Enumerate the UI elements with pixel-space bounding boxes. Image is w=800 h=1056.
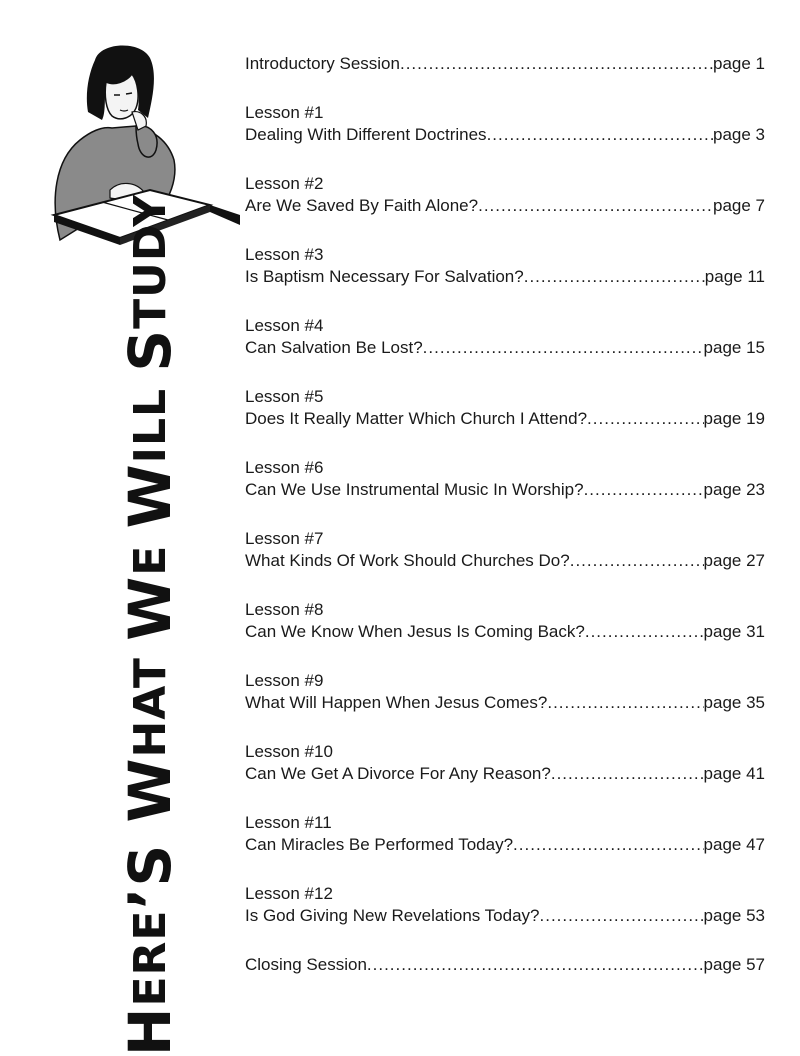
toc-entry xyxy=(245,528,765,572)
page-number: page 23 xyxy=(703,480,765,499)
page-number: page 35 xyxy=(703,693,765,712)
dot-leader xyxy=(547,692,703,714)
toc-row xyxy=(245,266,765,288)
heading-part: W xyxy=(116,575,184,641)
heading-part: W xyxy=(116,757,184,823)
toc-entry xyxy=(245,315,765,359)
lesson-label: Lesson #8 xyxy=(245,600,324,619)
dot-leader xyxy=(584,479,704,501)
lesson-title: Are We Saved By Faith Alone? xyxy=(245,196,479,215)
lesson-title: Is Baptism Necessary For Salvation? xyxy=(245,267,524,286)
lesson-label: Lesson #5 xyxy=(245,387,324,406)
lesson-title: Introductory Session xyxy=(245,54,400,73)
page-number: page 1 xyxy=(713,54,765,73)
page-number: page 15 xyxy=(703,338,765,357)
heading-part: S xyxy=(116,328,184,372)
page-number: page 47 xyxy=(703,835,765,854)
lesson-title: What Kinds Of Work Should Churches Do? xyxy=(245,551,570,570)
lesson-title: Can Salvation Be Lost? xyxy=(245,338,423,357)
dot-leader xyxy=(524,266,705,288)
table-of-contents xyxy=(245,53,765,1003)
toc-row xyxy=(245,905,765,927)
dot-leader xyxy=(487,124,713,146)
dot-leader xyxy=(367,954,704,976)
heading-part: ERE xyxy=(124,909,176,1007)
toc-entry xyxy=(245,386,765,430)
heading-part: ’S xyxy=(116,822,184,910)
dot-leader xyxy=(585,621,704,643)
lesson-label: Lesson #7 xyxy=(245,529,324,548)
page-number: page 27 xyxy=(703,551,765,570)
lesson-title: Is God Giving New Revelations Today? xyxy=(245,906,540,925)
lesson-label: Lesson #6 xyxy=(245,458,324,477)
toc-row xyxy=(245,621,765,643)
dot-leader xyxy=(551,763,704,785)
toc-entry xyxy=(245,954,765,976)
toc-row xyxy=(245,834,765,856)
toc-row xyxy=(245,124,765,146)
dot-leader xyxy=(570,550,704,572)
toc-entry xyxy=(245,457,765,501)
vertical-heading xyxy=(95,193,205,1056)
toc-row xyxy=(245,550,765,572)
lesson-label: Lesson #3 xyxy=(245,245,324,264)
toc-row xyxy=(245,954,765,976)
toc-entry xyxy=(245,670,765,714)
toc-row xyxy=(245,692,765,714)
dot-leader xyxy=(513,834,704,856)
lesson-title: Dealing With Different Doctrines xyxy=(245,125,487,144)
heading-part: E xyxy=(124,528,176,576)
dot-leader xyxy=(478,195,713,217)
dot-leader xyxy=(400,53,713,75)
lesson-label: Lesson #10 xyxy=(245,742,333,761)
toc-row xyxy=(245,408,765,430)
toc-row xyxy=(245,195,765,217)
toc-entry xyxy=(245,812,765,856)
toc-entry xyxy=(245,883,765,927)
page-number: page 53 xyxy=(703,906,765,925)
lesson-label: Lesson #9 xyxy=(245,671,324,690)
toc-entry xyxy=(245,599,765,643)
toc-entry xyxy=(245,102,765,146)
lesson-title: What Will Happen When Jesus Comes? xyxy=(245,693,548,712)
heading-part: H xyxy=(116,1006,184,1056)
dot-leader xyxy=(540,905,704,927)
heading-part: W xyxy=(116,463,184,529)
dot-leader xyxy=(423,337,704,359)
lesson-label: Lesson #11 xyxy=(245,813,332,832)
page-number: page 11 xyxy=(704,267,765,286)
toc-row xyxy=(245,763,765,785)
dot-leader xyxy=(587,408,704,430)
page-number: page 19 xyxy=(703,409,765,428)
toc-entry xyxy=(245,741,765,785)
heading-part: HAT xyxy=(124,640,176,758)
page-number: page 41 xyxy=(703,764,765,783)
heading-part: TUDY xyxy=(124,193,176,329)
lesson-title: Closing Session xyxy=(245,955,367,974)
toc-entry xyxy=(245,173,765,217)
lesson-title: Can We Know When Jesus Is Coming Back? xyxy=(245,622,585,641)
toc-entry xyxy=(245,244,765,288)
lesson-label: Lesson #4 xyxy=(245,316,324,335)
lesson-title: Can We Use Instrumental Music In Worship? xyxy=(245,480,584,499)
page-number: page 7 xyxy=(713,196,765,215)
toc-entry xyxy=(245,53,765,75)
page-number: page 31 xyxy=(703,622,765,641)
lesson-title: Can Miracles Be Performed Today? xyxy=(245,835,514,854)
toc-row xyxy=(245,479,765,501)
heading-part: ILL xyxy=(124,371,176,464)
lesson-label: Lesson #2 xyxy=(245,174,324,193)
lesson-label: Lesson #1 xyxy=(245,103,324,122)
lesson-title: Can We Get A Divorce For Any Reason? xyxy=(245,764,551,783)
page-number: page 57 xyxy=(703,955,765,974)
toc-row xyxy=(245,53,765,75)
lesson-label: Lesson #12 xyxy=(245,884,333,903)
toc-row xyxy=(245,337,765,359)
page-number: page 3 xyxy=(713,125,765,144)
lesson-title: Does It Really Matter Which Church I Attend? xyxy=(245,409,588,428)
